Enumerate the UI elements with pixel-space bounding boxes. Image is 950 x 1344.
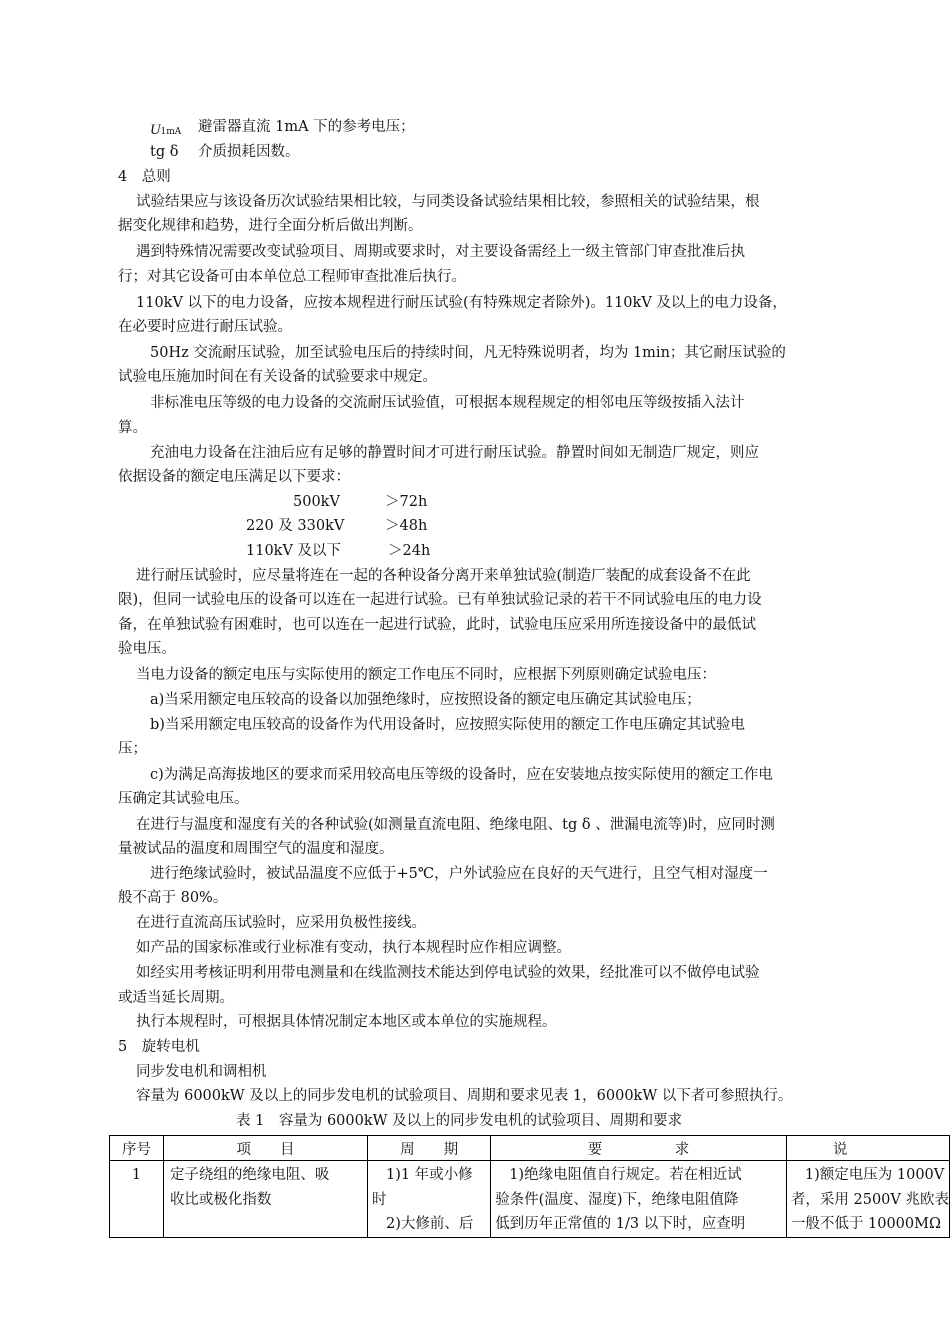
row-1-req-line-3: 低到历年正常值的 1/3 以下时，应查明 xyxy=(495,1216,746,1232)
section-4-heading: 4 总则 xyxy=(118,169,171,185)
section-5-heading: 5 旋转电机 xyxy=(118,1039,200,1055)
header-requirement: 要 求 xyxy=(491,1136,787,1161)
para-4-line-1: 50Hz 交流耐压试验，加至试验电压后的持续时间，凡无特殊说明者，均为 1min；其它耐压试验的 xyxy=(150,345,786,361)
para-5-line-2: 算。 xyxy=(118,420,147,436)
para-4-line-2: 试验电压施加时间在有关设备的试验要求中规定。 xyxy=(118,369,437,385)
para-12: 如产品的国家标准或行业标准有变动，执行本规程时应作相应调整。 xyxy=(136,940,571,956)
para-8b-line-2: 压； xyxy=(118,741,147,757)
static-time-3: ＞24h xyxy=(388,543,431,559)
section-5-subheading: 同步发电机和调相机 xyxy=(136,1064,267,1080)
para-8c-line-2: 压确定其试验电压。 xyxy=(118,791,249,807)
row-1-note-line-3: 一般不低于 10000MΩ xyxy=(790,1216,941,1232)
row-1-item-line-1: 定子绕组的绝缘电阻、吸 xyxy=(169,1167,330,1183)
para-14: 执行本规程时，可根据具体情况制定本地区或本单位的实施规程。 xyxy=(136,1014,557,1030)
table-1 xyxy=(109,1135,950,1238)
table-1-title: 表 1 容量为 6000kW 及以上的同步发电机的试验项目、周期和要求 xyxy=(236,1113,683,1129)
para-8-line-1: 当电力设备的额定电压与实际使用的额定工作电压不同时，应根据下列原则确定试验电压： xyxy=(136,667,716,683)
para-8b-line-1: b)当采用额定电压较高的设备作为代用设备时，应按照实际使用的额定工作电压确定其试验电 xyxy=(150,717,745,733)
row-1-req-line-1: 1)绝缘电阻值自行规定。若在相近试 xyxy=(509,1167,742,1183)
para-6-line-1: 充油电力设备在注油后应有足够的静置时间才可进行耐压试验。静置时间如无制造厂规定，则应 xyxy=(150,445,759,461)
para-10-line-1: 进行绝缘试验时，被试品温度不应低于+5℃，户外试验应在良好的天气进行，且空气相对湿度一 xyxy=(150,866,768,882)
para-2-line-1: 遇到特殊情况需要改变试验项目、周期或要求时，对主要设备需经上一级主管部门审查批准后执 xyxy=(136,244,745,260)
header-note: 说 xyxy=(786,1136,949,1161)
static-voltage-3: 110kV 及以下 xyxy=(246,543,342,559)
row-1-period-line-2: 时 xyxy=(371,1191,387,1208)
para-5-line-1: 非标准电压等级的电力设备的交流耐压试验值，可根据本规程规定的相邻电压等级按插入法计 xyxy=(150,395,745,411)
para-8a: a)当采用额定电压较高的设备以加强绝缘时，应按照设备的额定电压确定其试验电压； xyxy=(150,692,701,708)
header-no: 序号 xyxy=(110,1136,164,1161)
cell-no xyxy=(110,1161,164,1238)
para-3-line-2: 在必要时应进行耐压试验。 xyxy=(118,319,292,335)
row-1-period-line-3: 2)大修前、后 xyxy=(385,1216,474,1232)
static-voltage-2: 220 及 330kV xyxy=(246,518,345,534)
row-1-no: 1 xyxy=(131,1167,142,1183)
table-row xyxy=(110,1161,950,1238)
para-3-line-1: 110kV 以下的电力设备，应按本规程进行耐压试验(有特殊规定者除外)。110kV 及以上的电力设备， xyxy=(136,295,787,311)
row-1-note-line-1: 1)额定电压为 1000V xyxy=(804,1167,945,1183)
cell-note xyxy=(786,1161,949,1238)
para-1-line-1: 试验结果应与该设备历次试验结果相比较，与同类设备试验结果相比较，参照相关的试验结果，根 xyxy=(136,194,760,210)
para-7-line-2: 限)，但同一试验电压的设备可以连在一起进行试验。已有单独试验记录的若干不同试验电压的电力设 xyxy=(118,592,762,608)
row-1-period-line-1: 1)1 年或小修 xyxy=(385,1167,473,1183)
para-2-line-2: 行；对其它设备可由本单位总工程师审查批准后执行。 xyxy=(118,269,466,285)
row-1-note-line-2: 者，采用 2500V 兆欧表 xyxy=(790,1191,949,1208)
section-5-intro: 容量为 6000kW 及以上的同步发电机的试验项目、周期和要求见表 1，6000kW 以下者可参照执行。 xyxy=(136,1088,793,1104)
para-7-line-3: 备，在单独试验有困难时，也可以连在一起进行试验，此时，试验电压应采用所连接设备中的最低试 xyxy=(118,617,756,633)
symbol-u: U xyxy=(150,122,161,138)
para-13-line-2: 或适当延长周期。 xyxy=(118,990,234,1006)
static-time-1: ＞72h xyxy=(385,494,428,510)
para-1-line-2: 据变化规律和趋势，进行全面分析后做出判断。 xyxy=(118,218,423,234)
header-item: 项 目 xyxy=(163,1136,367,1161)
header-period: 周 期 xyxy=(367,1136,490,1161)
para-7-line-4: 验电压。 xyxy=(118,641,176,657)
cell-requirement xyxy=(491,1161,787,1238)
row-1-item-line-2: 收比或极化指数 xyxy=(169,1191,272,1208)
para-8c-line-1: c)为满足高海拔地区的要求而采用较高电压等级的设备时，应在安装地点按实际使用的额定工作电 xyxy=(150,767,773,783)
cell-item xyxy=(163,1161,367,1238)
para-6-line-2: 依据设备的额定电压满足以下要求： xyxy=(118,469,350,485)
para-9-line-2: 量被试品的温度和周围空气的温度和湿度。 xyxy=(118,841,394,857)
symbol-tgd-label: tg δ xyxy=(150,144,179,160)
para-9-line-1: 在进行与温度和湿度有关的各种试验(如测量直流电阻、绝缘电阻、tg δ 、泄漏电流等)时，应同时测 xyxy=(136,817,775,833)
para-7-line-1: 进行耐压试验时，应尽量将连在一起的各种设备分离开来单独试验(制造厂装配的成套设备不在此 xyxy=(136,568,751,584)
static-time-2: ＞48h xyxy=(385,518,428,534)
symbol-u1ma-desc: 避雷器直流 1mA 下的参考电压； xyxy=(198,119,415,135)
para-13-line-1: 如经实用考核证明利用带电测量和在线监测技术能达到停电试验的效果，经批准可以不做停电试验 xyxy=(136,965,760,981)
table-header-row xyxy=(110,1136,950,1161)
symbol-tgd-desc: 介质损耗因数。 xyxy=(198,144,300,160)
symbol-u1ma-label xyxy=(150,120,181,142)
cell-period xyxy=(367,1161,490,1238)
static-voltage-1: 500kV xyxy=(293,494,340,510)
para-11: 在进行直流高压试验时，应采用负极性接线。 xyxy=(136,915,426,931)
symbol-u-subscript: 1mA xyxy=(160,127,182,137)
row-1-req-line-2: 验条件(温度、湿度)下，绝缘电阻值降 xyxy=(495,1191,739,1208)
para-10-line-2: 般不高于 80%。 xyxy=(118,890,228,906)
